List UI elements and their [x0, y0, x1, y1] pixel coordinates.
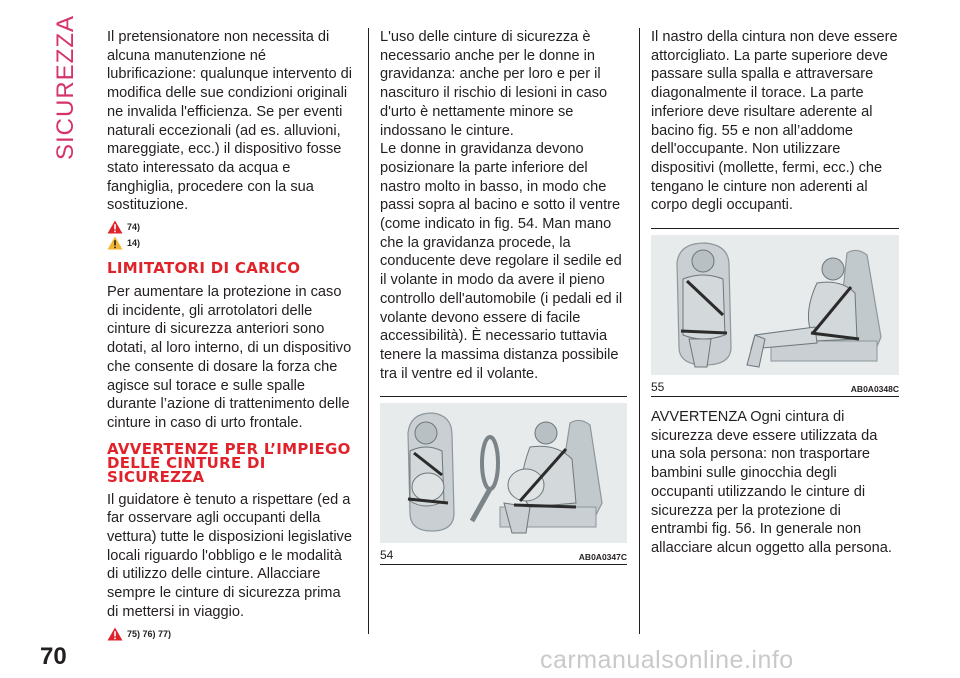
- warning-reference-2: [107, 626, 354, 642]
- column-divider: [639, 28, 640, 634]
- caution-icon: [107, 236, 123, 250]
- heading-load-limiters: LIMITATORI DI CARICO: [107, 259, 301, 278]
- figure-54: [380, 396, 627, 565]
- paragraph-pretensioner: Il pretensionatore non necessita di alcuna manutenzione né lubrificazione: qualunque intervento di modifica delle sue condizioni originali ne invalida l'efficienza. Se per eventi naturali eccezionali (ad es. alluvioni, mareggiate, ecc.) il dispositivo fosse stato interessato da acqua e fanghiglia, procedere con la sua sostituzione.: [107, 29, 353, 214]
- section-tab: [52, 14, 82, 160]
- page-number: 70: [40, 643, 67, 670]
- column-1: [107, 28, 354, 642]
- figure-55: [651, 228, 899, 397]
- warning-ref-text: 74): [127, 222, 141, 233]
- figure-number: 55: [651, 380, 665, 395]
- seatbelt-position-illustration: [651, 235, 899, 375]
- paragraph-pregnancy-position: Le donne in gravidanza devono posizionare la parte inferiore del nastro molto in basso, in modo che passi sopra al bacino e sotto il ventre (come indicato in fig. 54. Man mano che la gravidanza procede, la conducente deve regolare il sedile ed il volante in modo da avere il pieno controllo dell'automobile (i pedali ed il volante devono essere di facile accessibilità). È necessario tuttavia tenere la massima distanza possibile tra il ventre ed il volante.: [380, 141, 623, 382]
- caution-reference: [107, 235, 354, 251]
- figure-number: 54: [380, 548, 394, 563]
- warning-ref-text: 75) 76) 77): [127, 628, 172, 639]
- figure-code: AB0A0348C: [850, 384, 899, 395]
- column-divider: [368, 28, 369, 634]
- column-2: [380, 28, 627, 565]
- figure-code: AB0A0347C: [578, 552, 627, 563]
- section-title: SICUREZZA: [52, 14, 79, 160]
- warning-icon: [107, 627, 123, 641]
- figure-55-caption: [651, 380, 899, 397]
- column-3: [651, 28, 899, 558]
- paragraph-pregnancy: L'uso delle cinture di sicurezza è necessario anche per le donne in gravidanza: anche per loro e per il nascituro il rischio di lesioni in caso d'urto è nettamente minore se indossano le cinture.: [380, 29, 608, 139]
- paragraph-belt-routing: Il nastro della cintura non deve essere attorcigliato. La parte superiore deve passare sulla spalla e attraversare diagonalmente il torace. La parte inferiore deve risultare aderente al bacino fig. 55 e non all’addome dell'occupante. Non utilizzare dispositivi (mollette, fermi, ecc.) che tengano le cinture non aderenti al corpo degli occupanti.: [651, 29, 898, 214]
- heading-seat-belt-warnings: AVVERTENZE PER L’IMPIEGO DELLE CINTURE DI SICUREZZA: [107, 439, 351, 486]
- warning-icon: [107, 220, 123, 234]
- paragraph-load-limiters: Per aumentare la protezione in caso di incidente, gli arrotolatori delle cinture di sicurezza anteriori sono dotati, al loro interno, di un dispositivo che consente di dosare la forza che agisce sul torace e sulle spalle durante l’azione di trattenimento delle cinture in caso di urto frontale.: [107, 284, 352, 431]
- watermark: carmanualsonline.info: [540, 646, 794, 674]
- warning-reference: [107, 219, 354, 235]
- caution-ref-text: 14): [127, 238, 141, 249]
- paragraph-one-person-warning: AVVERTENZA Ogni cintura di sicurezza deve essere utilizzata da una sola persona: non trasportare bambini sulle ginocchia degli occupanti utilizzando le cinture di sicurezza per la protezione di entrambi fig. 56. In generale non allacciare alcun oggetto alla persona.: [651, 409, 892, 556]
- paragraph-driver-obligations: Il guidatore è tenuto a rispettare (ed a far osservare agli occupanti della vettura) tutte le disposizioni legislative locali riguardo l'obbligo e le modalità di utilizzo delle cinture. Allacciare sempre le cinture di sicurezza prima di mettersi in viaggio.: [107, 491, 352, 620]
- pregnant-seatbelt-illustration: [380, 403, 627, 543]
- figure-54-caption: [380, 548, 627, 565]
